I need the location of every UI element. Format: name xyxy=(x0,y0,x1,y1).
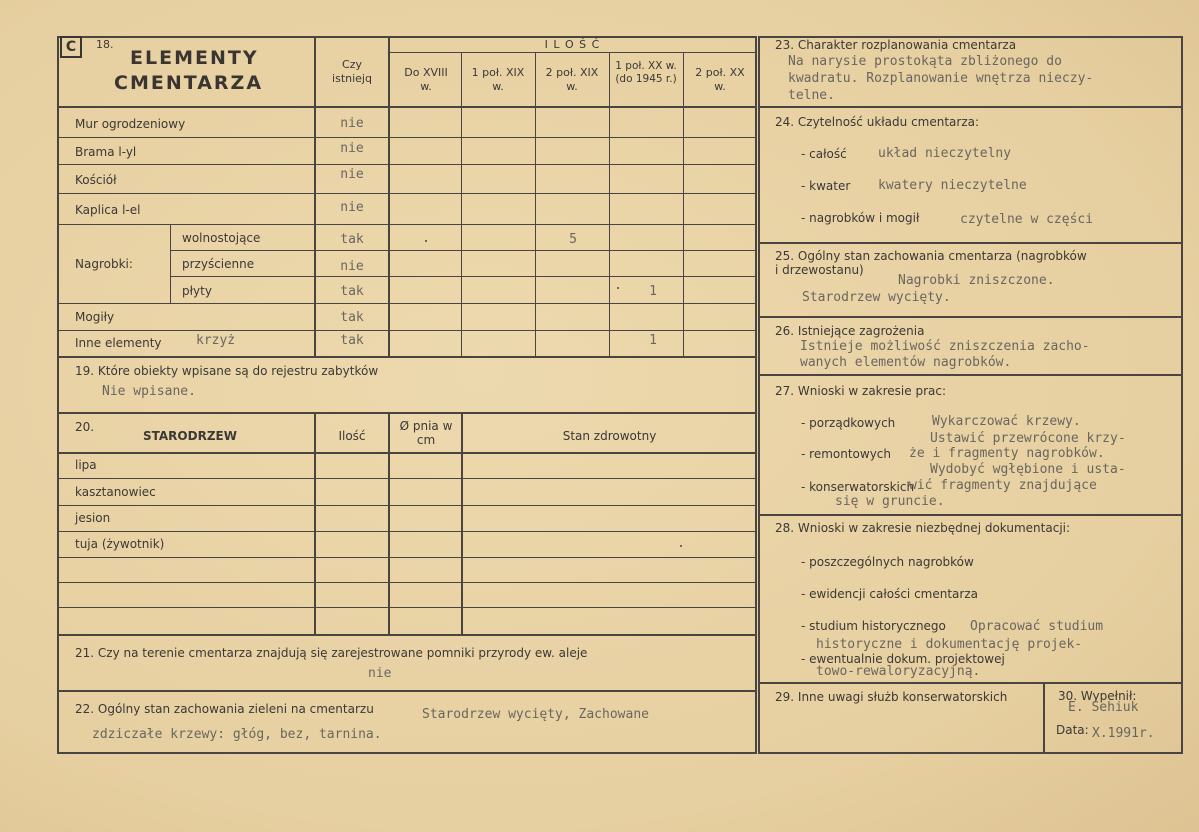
s27-kons-label: - konserwatorskich xyxy=(801,480,915,494)
czy-wolnostojace: tak xyxy=(340,232,364,247)
s28-item-d: - ewentualnie dokum. projektowej xyxy=(801,652,1005,666)
section-letter-box: C xyxy=(60,36,82,58)
czy-kosciol: nie xyxy=(340,167,364,182)
s28-value-3: towo-rewaloryzacyjną. xyxy=(816,664,981,679)
s28-value-1: Opracować studium xyxy=(970,619,1104,634)
s30-label: 30. Wypełnił: xyxy=(1058,689,1137,703)
s24-kwater-value: kwatery nieczytelne xyxy=(878,178,1027,193)
col-1pol-xix: 1 poł. XIX w. xyxy=(471,66,525,93)
s28-value-2: historyczne i dokumentację projek- xyxy=(816,637,1083,652)
s21-value: nie xyxy=(368,666,392,681)
elements-title-line1: ELEMENTY xyxy=(130,47,259,69)
row-label-przyscienne: przyścienne xyxy=(182,257,255,271)
s28-item-a: - poszczególnych nagrobków xyxy=(801,555,974,569)
count-plyty-1pol-xx: 1 xyxy=(649,284,657,299)
s20-number: 20. xyxy=(75,420,95,434)
s20-col-ilosc: Ilość xyxy=(338,429,366,443)
col-1pol-xx: 1 poł. XX w. (do 1945 r.) xyxy=(615,60,677,85)
s28-item-b: - ewidencji całości cmentarza xyxy=(801,587,978,601)
s28-item-c: - studium historycznego xyxy=(801,619,946,633)
elements-title-line2: CMENTARZA xyxy=(114,72,264,94)
s25-value-2: Starodrzew wycięty. xyxy=(802,290,951,305)
nagrobki-label: Nagrobki: xyxy=(75,257,133,271)
s27-porz-label: - porządkowych xyxy=(801,416,896,430)
tree-lipa: lipa xyxy=(75,458,97,472)
czy-plyty: tak xyxy=(340,284,364,299)
ink-speck xyxy=(680,545,682,547)
s23-line1: Na narysie prostokąta zbliżonego do xyxy=(788,54,1062,69)
s25-label-2: i drzewostanu) xyxy=(775,263,864,277)
row-label-brama: Brama l-yl xyxy=(75,145,137,159)
s26-label: 26. Istniejące zagrożenia xyxy=(775,324,925,338)
s24-nagr-label: - nagrobków i mogił xyxy=(801,211,920,225)
s26-value-1: Istnieje możliwość zniszczenia zacho- xyxy=(800,339,1090,354)
row-label-wolnostojace: wolnostojące xyxy=(182,231,261,245)
col-do-xviii: Do XVIII w. xyxy=(404,66,448,93)
section-number: 18. xyxy=(96,38,114,51)
s30-name: E. Sehiuk xyxy=(1068,700,1139,715)
s19-label: 19. Które obiekty wpisane są do rejestru zabytków xyxy=(75,364,379,378)
tree-tuja: tuja (żywotnik) xyxy=(75,537,165,551)
row-label-mogily: Mogiły xyxy=(75,310,115,324)
s30-data-value: X.1991r. xyxy=(1092,726,1155,741)
col-czy-istnieja: Czy istniejq xyxy=(332,58,372,85)
row-label-kosciol: Kościół xyxy=(75,173,117,187)
tree-jesion: jesion xyxy=(75,511,111,525)
s27-value-4: Wydobyć wgłębione i usta- xyxy=(930,462,1126,477)
row-label-plyty: płyty xyxy=(182,284,212,298)
s24-kwater-label: - kwater xyxy=(801,179,851,193)
s24-nagr-value: czytelne w części xyxy=(960,212,1094,227)
czy-brama: nie xyxy=(340,141,364,156)
s30-data-label: Data: xyxy=(1056,723,1089,737)
s22-label: 22. Ogólny stan zachowania zieleni na cmentarzu xyxy=(75,702,374,716)
ink-speck xyxy=(617,287,619,289)
s21-label: 21. Czy na terenie cmentarza znajdują się zarejestrowane pomniki przyrody ew. aleje xyxy=(75,646,588,660)
s27-value-3: że i fragmenty nagrobków. xyxy=(909,446,1105,461)
s27-value-5: wić fragmenty znajdujące xyxy=(909,478,1097,493)
s27-value-6: się w gruncie. xyxy=(835,494,945,509)
czy-kaplica: nie xyxy=(340,200,364,215)
s24-calosc-label: - całość xyxy=(801,147,847,161)
s25-label-1: 25. Ogólny stan zachowania cmentarza (nagrobków xyxy=(775,249,1087,263)
ink-speck xyxy=(425,240,427,242)
tree-kasztanowiec: kasztanowiec xyxy=(75,485,156,499)
s22-value-2: zdziczałe krzewy: głóg, bez, tarnina. xyxy=(92,727,382,742)
s20-col-pnia: Ø pnia w cm xyxy=(399,419,453,447)
count-inne-1pol-xx: 1 xyxy=(649,333,657,348)
s27-label: 27. Wnioski w zakresie prac: xyxy=(775,384,947,398)
s25-value-1: Nagrobki zniszczone. xyxy=(898,273,1055,288)
czy-mogily: tak xyxy=(340,310,364,325)
s24-label: 24. Czytelność układu cmentarza: xyxy=(775,115,980,129)
czy-inne: tak xyxy=(340,333,364,348)
s28-label: 28. Wnioski w zakresie niezbędnej dokumentacji: xyxy=(775,521,1071,535)
czy-mur: nie xyxy=(340,116,364,131)
s27-value-2: Ustawić przewrócone krzy- xyxy=(930,431,1126,446)
row-inne-extra: krzyż xyxy=(196,333,236,348)
row-label-inne: Inne elementy xyxy=(75,336,162,350)
col-2pol-xix: 2 poł. XIX w. xyxy=(545,66,599,93)
s20-title: STARODRZEW xyxy=(143,429,237,443)
czy-przyscienne: nie xyxy=(340,259,364,274)
s27-rem-label: - remontowych xyxy=(801,447,891,461)
s22-value-1: Starodrzew wycięty, Zachowane xyxy=(422,707,649,722)
s29-label: 29. Inne uwagi służb konserwatorskich xyxy=(775,690,1008,704)
s20-col-stan: Stan zdrowotny xyxy=(562,429,657,443)
row-label-kaplica: Kaplica l-el xyxy=(75,203,141,217)
count-wolnostojace-2pol-xix: 5 xyxy=(569,232,577,247)
ilosc-header: I L O Ś Ć xyxy=(544,38,601,51)
row-label-mur: Mur ogrodzeniowy xyxy=(75,117,186,131)
s24-calosc-value: układ nieczytelny xyxy=(878,146,1012,161)
s19-value: Nie wpisane. xyxy=(102,384,196,399)
s23-label: 23. Charakter rozplanowania cmentarza xyxy=(775,38,1017,52)
col-2pol-xx: 2 poł. XX w. xyxy=(695,66,745,93)
s23-line3: telne. xyxy=(788,88,835,103)
s27-value-1: Wykarczować krzewy. xyxy=(932,414,1081,429)
s23-line2: kwadratu. Rozplanowanie wnętrza nieczy- xyxy=(788,71,1094,86)
s26-value-2: wanych elementów nagrobków. xyxy=(800,355,1012,370)
